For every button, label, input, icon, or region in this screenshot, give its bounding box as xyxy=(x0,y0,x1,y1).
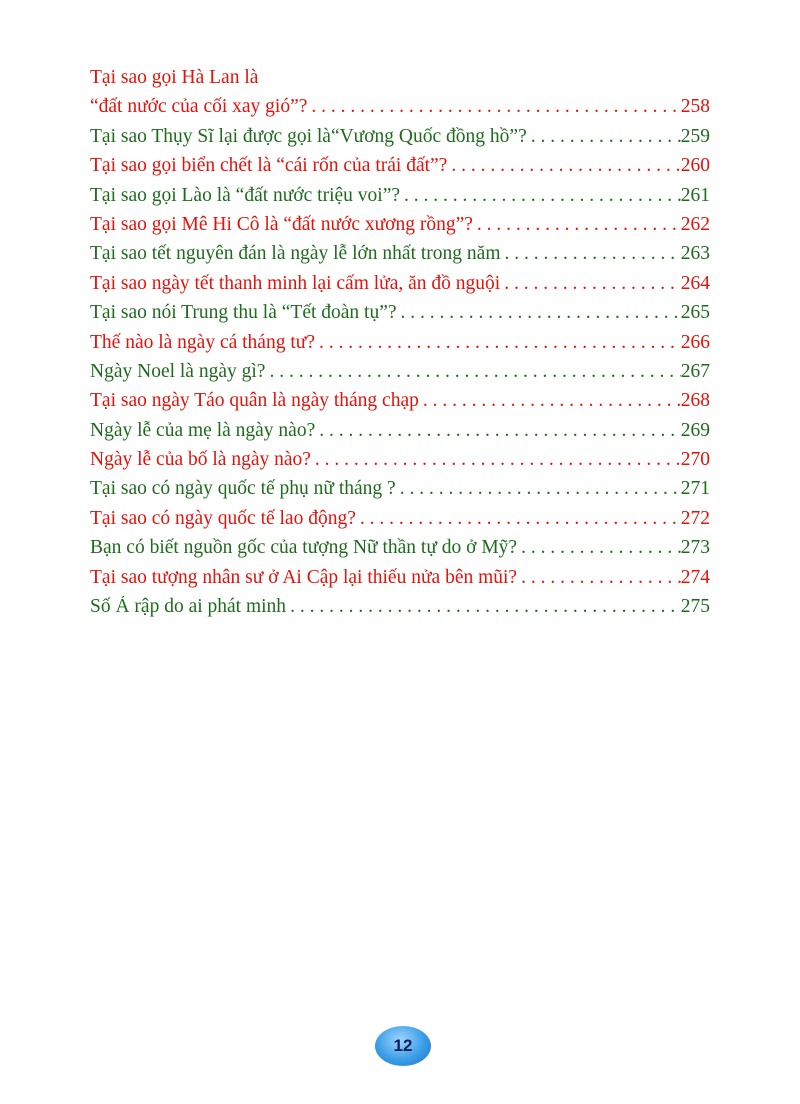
toc-entry-title: Tại sao tượng nhân sư ở Ai Cập lại thiếu nửa bên mũi? xyxy=(90,566,518,588)
toc-entry-page: 269 xyxy=(680,419,710,441)
toc-entry-title: Thế nào là ngày cá tháng tư? xyxy=(90,331,315,353)
toc-dot-leader xyxy=(311,96,680,118)
toc-entry-page: 265 xyxy=(680,302,710,324)
toc-dot-leader xyxy=(400,478,681,500)
toc-entry-page: 268 xyxy=(680,390,710,412)
toc-entry xyxy=(90,273,710,302)
toc-entry-title: Tại sao gọi biển chết là “cái rốn của trái đất”? xyxy=(90,155,448,177)
toc-dot-leader xyxy=(423,390,681,412)
toc-entry-title: Tại sao ngày Táo quân là ngày tháng chạp xyxy=(90,390,419,412)
toc-entry xyxy=(90,214,710,243)
toc-dot-leader xyxy=(360,508,681,530)
toc-entry-title: Số Ả rập do ai phát minh xyxy=(90,596,287,618)
toc-entry-page: 262 xyxy=(680,213,710,235)
toc-entry-title: Ngày lễ của mẹ là ngày nào? xyxy=(90,419,316,441)
toc-entry-page: 274 xyxy=(680,566,710,588)
toc-dot-leader xyxy=(451,155,680,177)
toc-entry-title: Tại sao gọi Mê Hi Cô là “đất nước xương rồng”? xyxy=(90,213,473,235)
toc-dot-leader xyxy=(290,596,681,618)
toc-entry-page: 273 xyxy=(680,537,710,559)
toc-entry-page: 258 xyxy=(680,96,710,118)
toc-entry-page: 261 xyxy=(680,184,710,206)
toc-entry-title: Tại sao ngày tết thanh minh lại cấm lửa, ăn đồ nguội xyxy=(90,272,501,294)
toc-entry xyxy=(90,449,710,478)
toc-entry xyxy=(90,185,710,214)
toc-entry-title: “đất nước của cối xay gió”? xyxy=(90,96,308,118)
toc-dot-leader xyxy=(477,214,681,236)
toc-entry-page: 264 xyxy=(680,272,710,294)
page-number-badge xyxy=(375,1026,431,1066)
toc-entry-page: 259 xyxy=(680,125,710,147)
table-of-contents xyxy=(90,67,710,625)
toc-entry xyxy=(90,420,710,449)
toc-entry xyxy=(90,390,710,419)
toc-entry-title: Tại sao có ngày quốc tế lao động? xyxy=(90,507,356,529)
toc-entry-title: Tại sao gọi Hà Lan là xyxy=(90,67,259,88)
toc-dot-leader xyxy=(319,420,681,442)
toc-entry-title: Tại sao gọi Lào là “đất nước triệu voi”? xyxy=(90,184,401,206)
toc-entry-page: 260 xyxy=(680,155,710,177)
page-number: 12 xyxy=(393,1036,413,1055)
toc-entry-page: 271 xyxy=(680,478,710,500)
toc-entry-page: 266 xyxy=(680,331,710,353)
toc-entry xyxy=(90,478,710,507)
toc-dot-leader xyxy=(401,302,681,324)
toc-dot-leader xyxy=(504,273,681,295)
toc-dot-leader xyxy=(521,567,681,589)
toc-dot-leader xyxy=(319,332,681,354)
toc-entry-page: 270 xyxy=(680,449,710,471)
toc-entry xyxy=(90,361,710,390)
toc-dot-leader xyxy=(404,185,681,207)
toc-entry xyxy=(90,243,710,272)
toc-entry-page: 272 xyxy=(680,507,710,529)
toc-entry-title: Tại sao Thụy Sĩ lại được gọi là“Vương Quốc đồng hồ”? xyxy=(90,125,527,147)
toc-entry xyxy=(90,508,710,537)
toc-dot-leader xyxy=(269,361,680,383)
toc-entry xyxy=(90,126,710,155)
toc-entry-page: 267 xyxy=(680,360,710,382)
toc-dot-leader xyxy=(521,537,681,559)
toc-entry-title: Bạn có biết nguồn gốc của tượng Nữ thần tự do ở Mỹ? xyxy=(90,537,518,559)
toc-entry xyxy=(90,155,710,184)
toc-entry-title: Tại sao nói Trung thu là “Tết đoàn tụ”? xyxy=(90,302,397,324)
toc-entry xyxy=(90,302,710,331)
toc-dot-leader xyxy=(505,243,681,265)
toc-entry-title: Ngày lễ của bố là ngày nào? xyxy=(90,449,311,471)
toc-entry-title: Ngày Noel là ngày gì? xyxy=(90,360,266,382)
toc-entry xyxy=(90,596,710,625)
toc-entry-page: 275 xyxy=(680,596,710,618)
toc-entry xyxy=(90,96,710,125)
toc-entry-page: 263 xyxy=(680,243,710,265)
toc-dot-leader xyxy=(315,449,681,471)
toc-entry-title: Tại sao tết nguyên đán là ngày lễ lớn nhất trong năm xyxy=(90,243,501,265)
toc-entry xyxy=(90,537,710,566)
toc-entry xyxy=(90,332,710,361)
toc-entry-title: Tại sao có ngày quốc tế phụ nữ tháng ? xyxy=(90,478,396,500)
toc-entry xyxy=(90,67,710,96)
toc-dot-leader xyxy=(531,126,681,148)
toc-entry xyxy=(90,567,710,596)
